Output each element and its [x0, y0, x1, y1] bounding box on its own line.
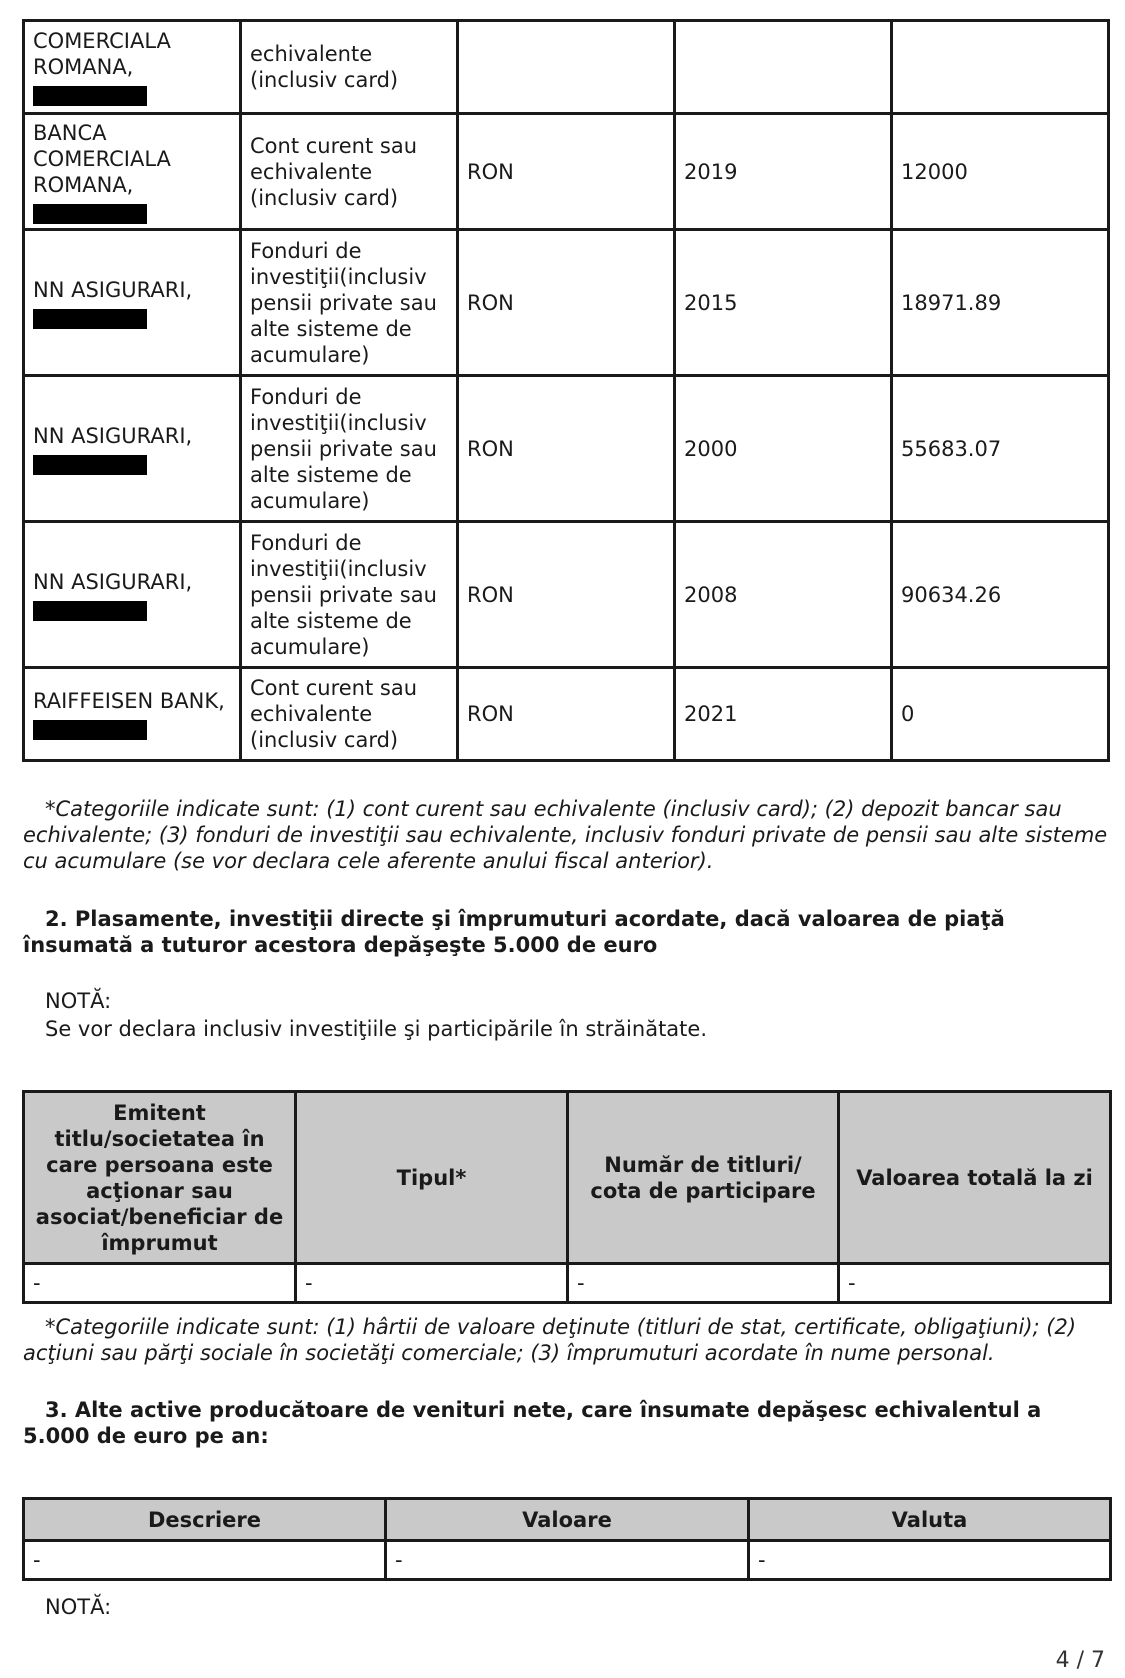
institution-cell	[24, 668, 241, 761]
year-cell: 2019	[675, 114, 892, 230]
institution-name: NN ASIGURARI,	[33, 569, 193, 594]
currency-cell	[458, 21, 675, 114]
currency-cell: RON	[458, 522, 675, 668]
currency-cell: RON	[458, 668, 675, 761]
table-header-row	[24, 1092, 1111, 1264]
institution-cell	[24, 21, 241, 114]
section-2-heading: 2. Plasamente, investiţii directe şi împrumuturi acordate, dacă valoarea de piaţă însumată a tuturor acestora depăşeşte 5.000 de euro	[23, 907, 1005, 957]
column-header-total-value: Valoarea totală la zi	[839, 1092, 1111, 1264]
amount-cell: 18971.89	[892, 230, 1109, 376]
column-header-currency: Valuta	[749, 1499, 1111, 1541]
type-cell: echivalente (inclusiv card)	[241, 21, 458, 114]
redaction-bar	[33, 204, 147, 224]
other-assets-table	[22, 1497, 1112, 1581]
section-3-heading: 3. Alte active producătoare de venituri nete, care însumate depăşesc echivalentul a 5.000 de euro pe an:	[23, 1398, 1042, 1448]
redaction-bar	[33, 455, 147, 475]
year-cell	[675, 21, 892, 114]
currency-cell: RON	[458, 376, 675, 522]
column-header-shares: Număr de titluri/ cota de participare	[568, 1092, 839, 1264]
amount-cell: 55683.07	[892, 376, 1109, 522]
type-cell: Cont curent sau echivalente (inclusiv card)	[241, 114, 458, 230]
amount-cell: 90634.26	[892, 522, 1109, 668]
table-cell: -	[296, 1264, 568, 1303]
year-cell: 2008	[675, 522, 892, 668]
institution-cell	[24, 114, 241, 230]
redaction-bar	[33, 720, 147, 740]
table-cell: -	[386, 1541, 749, 1580]
amount-cell	[892, 21, 1109, 114]
year-cell: 2015	[675, 230, 892, 376]
redaction-bar	[33, 309, 147, 329]
column-header-type: Tipul*	[296, 1092, 568, 1264]
year-cell: 2021	[675, 668, 892, 761]
column-header-description: Descriere	[24, 1499, 386, 1541]
currency-cell: RON	[458, 114, 675, 230]
table-header-row	[24, 1499, 1111, 1541]
institution-cell	[24, 230, 241, 376]
table-row	[24, 376, 1109, 522]
table-cell: -	[24, 1264, 296, 1303]
table-row	[24, 522, 1109, 668]
table-row	[24, 1264, 1111, 1303]
nota-text: Se vor declara inclusiv investiţiile şi participările în străinătate.	[45, 1017, 708, 1041]
institution-name: NN ASIGURARI,	[33, 277, 193, 302]
table-row	[24, 21, 1109, 114]
amount-cell: 0	[892, 668, 1109, 761]
table-row	[24, 230, 1109, 376]
nota-label: NOTĂ:	[45, 989, 112, 1013]
redaction-bar	[33, 601, 147, 621]
table-cell: -	[24, 1541, 386, 1580]
table-row	[24, 668, 1109, 761]
type-cell: Fonduri de investiţii(inclusiv pensii private sau alte sisteme de acumulare)	[241, 376, 458, 522]
column-header-issuer: Emitent titlu/societatea în care persoana este acţionar sau asociat/beneficiar de împrumut	[24, 1092, 296, 1264]
table-cell: -	[839, 1264, 1111, 1303]
year-cell: 2000	[675, 376, 892, 522]
institution-name: NN ASIGURARI,	[33, 423, 193, 448]
institution-name: RAIFFEISEN BANK,	[33, 689, 225, 713]
institution-cell	[24, 376, 241, 522]
institution-name: BANCA COMERCIALA ROMANA,	[33, 120, 171, 197]
institution-name: COMERCIALA ROMANA,	[33, 29, 171, 79]
table-cell: -	[749, 1541, 1111, 1580]
amount-cell: 12000	[892, 114, 1109, 230]
table-row	[24, 114, 1109, 230]
nota-label-section-3: NOTĂ:	[45, 1595, 112, 1619]
column-header-value: Valoare	[386, 1499, 749, 1541]
page-number: 4 / 7	[1055, 1648, 1105, 1673]
investments-table	[22, 1090, 1112, 1304]
assets-table	[22, 19, 1110, 762]
categories-footnote: *Categoriile indicate sunt: (1) cont curent sau echivalente (inclusiv card); (2) depozit bancar sau echivalente; (3) fonduri de investiţii sau echivalente, inclusiv fonduri private de pensii sau alte sisteme cu acumulare (se vor declara cele aferente anului fiscal anterior).	[23, 797, 1108, 873]
investments-footnote: *Categoriile indicate sunt: (1) hârtii de valoare deţinute (titluri de stat, certificate, obligaţiuni); (2) acţiuni sau părţi sociale în societăţi comerciale; (3) împrumuturi acordate în nume personal.	[23, 1315, 1077, 1365]
table-row	[24, 1541, 1111, 1580]
type-cell: Fonduri de investiţii(inclusiv pensii private sau alte sisteme de acumulare)	[241, 230, 458, 376]
table-cell: -	[568, 1264, 839, 1303]
type-cell: Cont curent sau echivalente (inclusiv card)	[241, 668, 458, 761]
type-cell: Fonduri de investiţii(inclusiv pensii private sau alte sisteme de acumulare)	[241, 522, 458, 668]
currency-cell: RON	[458, 230, 675, 376]
redaction-bar	[33, 86, 147, 106]
institution-cell	[24, 522, 241, 668]
